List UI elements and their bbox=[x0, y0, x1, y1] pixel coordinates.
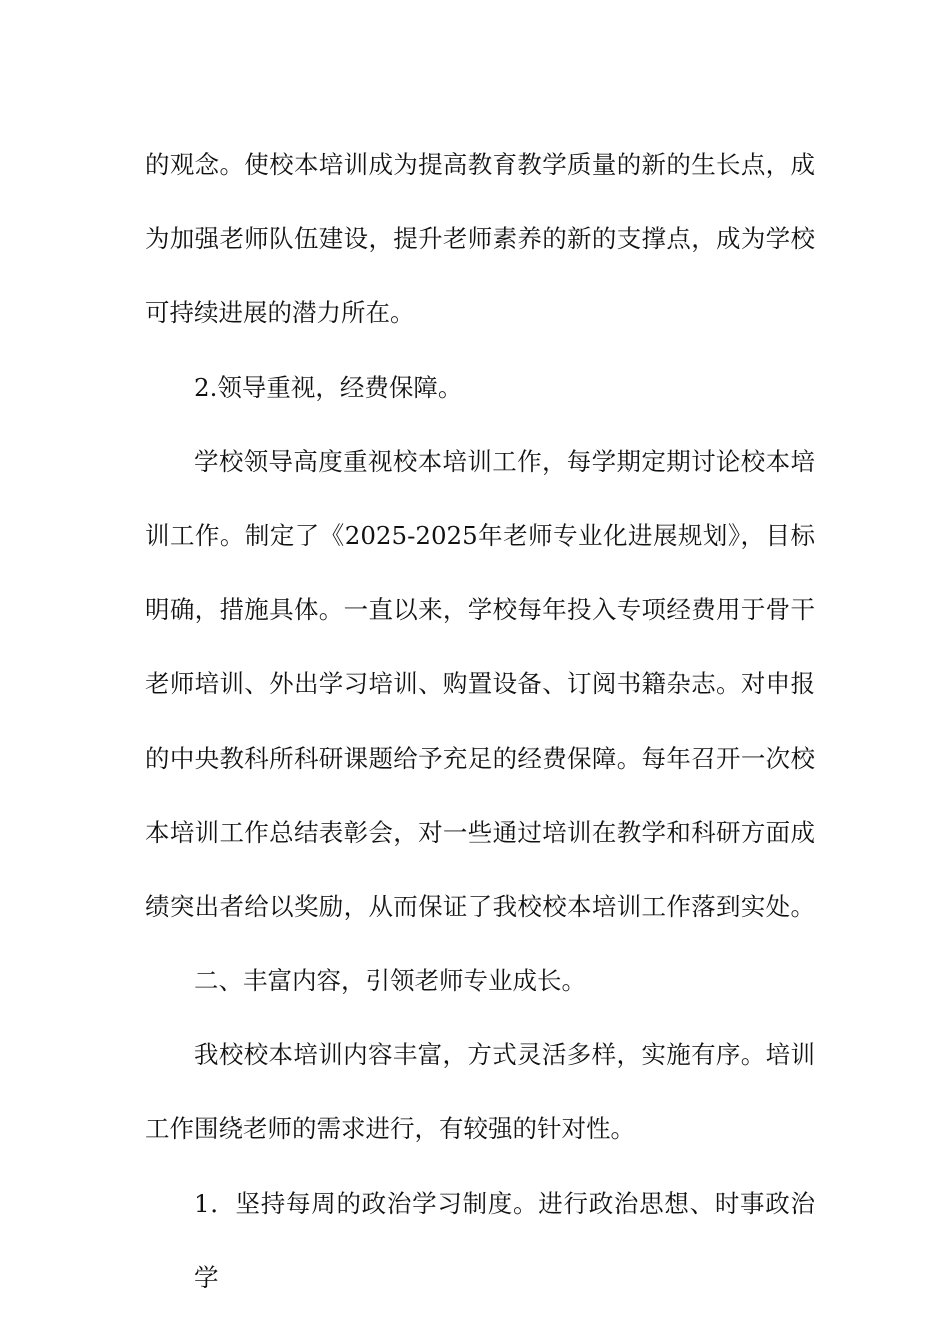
paragraph-line: 1．坚持每周的政治学习制度。进行政治思想、时事政治学 bbox=[194, 1188, 815, 1292]
paragraph-line: 学校领导高度重视校本培训工作，每学期定期讨论校本培 bbox=[194, 446, 815, 476]
paragraph-line: 的观念。使校本培训成为提高教育教学质量的新的生长点，成 bbox=[145, 150, 815, 179]
paragraph-line: 绩突出者给以奖励，从而保证了我校校本培训工作落到实处。 bbox=[145, 891, 815, 921]
paragraph-line: 本培训工作总结表彰会，对一些通过培训在教学和科研方面成 bbox=[145, 817, 815, 847]
paragraph-line: 的中央教科所科研课题给予充足的经费保障。每年召开一次校 bbox=[145, 743, 815, 773]
paragraph-line: 老师培训、外出学习培训、购置设备、订阅书籍杂志。对申报 bbox=[145, 669, 815, 699]
paragraph-line: 训工作。制定了《2025-2025年老师专业化进展规划》，目标 bbox=[145, 520, 815, 550]
section-heading: 二、丰富内容，引领老师专业成长。 bbox=[194, 966, 586, 996]
paragraph-line: 我校校本培训内容丰富，方式灵活多样，实施有序。培训 bbox=[194, 1040, 815, 1070]
paragraph-line: 工作围绕老师的需求进行，有较强的针对性。 bbox=[145, 1114, 635, 1144]
paragraph-line: 可持续进展的潜力所在。 bbox=[145, 298, 415, 328]
section-heading: 2.领导重视，经费保障。 bbox=[194, 372, 463, 402]
document-body bbox=[145, 128, 815, 1292]
paragraph-line: 明确，措施具体。一直以来，学校每年投入专项经费用于骨干 bbox=[145, 595, 815, 625]
paragraph-line: 为加强老师队伍建设，提升老师素养的新的支撑点，成为学校 bbox=[145, 224, 815, 254]
